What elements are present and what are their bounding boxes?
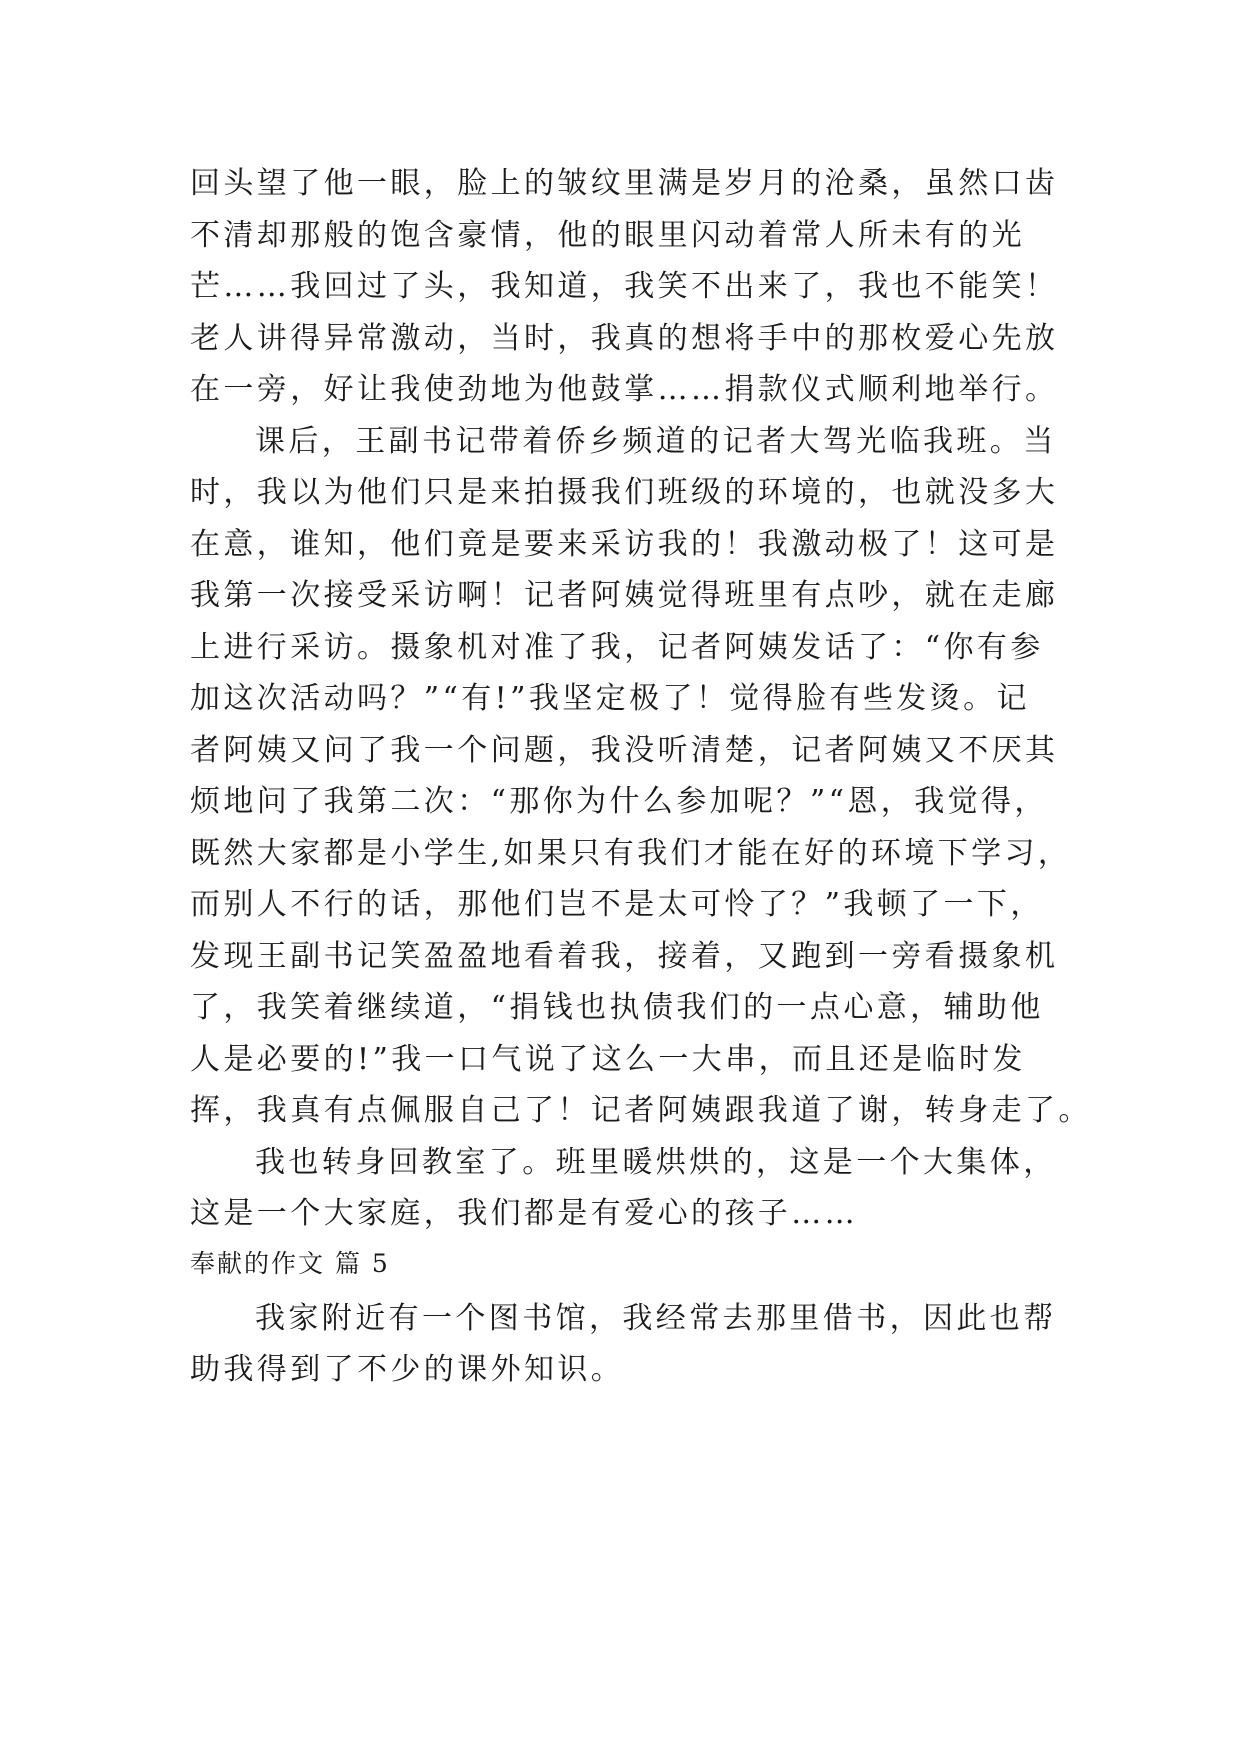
paragraph-1 [190,158,1059,416]
text-line: 在一旁，好让我使劲地为他鼓掌……捐款仪式顺利地举行。 [190,372,1059,407]
text-line: 我第一次接受采访啊！记者阿姨觉得班里有点吵，就在走廊 [190,578,1059,613]
paragraph-3 [190,1137,1057,1240]
text-line: 回头望了他一眼，脸上的皱纹里满是岁月的沧桑，虽然口齿 [190,166,1059,201]
section-heading: 奉献的作文 篇 5 [190,1248,390,1278]
text-line: 者阿姨又问了我一个问题，我没听清楚，记者阿姨又不厌其 [190,732,1059,768]
text-line: 了，我笑着继续道，“捐钱也执债我们的一点心意，辅助他 [190,990,1044,1025]
text-line: 加这次活动吗？”“有!”我坚定极了！觉得脸有些发烫。记 [190,681,1030,716]
text-line: 既然大家都是小学生,如果只有我们才能在好的环境下学习， [190,835,1072,871]
text-line: 芒……我回过了头，我知道，我笑不出来了，我也不能笑！ [190,269,1059,304]
text-line: 烦地问了我第二次：“那你为什么参加呢？”“恩，我觉得， [190,784,1048,819]
text-line: 人是必要的!”我一口气说了这么一大串，而且还是临时发 [190,1041,1026,1077]
text-line: 挥，我真有点佩服自己了！记者阿姨跟我道了谢，转身走了。 [190,1093,1092,1128]
text-line: 上进行采访。摄象机对准了我，记者阿姨发话了：“你有参 [190,629,1044,665]
text-line: 而别人不行的话，那他们岂不是太可怜了？”我顿了一下， [190,887,1044,922]
text-line: 时，我以为他们只是来拍摄我们班级的环境的，也就没多大 [190,475,1059,510]
text-line: 这是一个大家庭，我们都是有爱心的孩子…… [190,1196,858,1231]
text-line: 助我得到了不少的课外知识。 [190,1352,625,1387]
text-line: 我也转身回教室了。班里暖烘烘的，这是一个大集体， [255,1144,1057,1180]
text-line: 不清却那般的饱含豪情，他的眼里闪动着常人所未有的光 [190,217,1025,253]
text-line: 我家附近有一个图书馆，我经常去那里借书，因此也帮 [255,1300,1057,1336]
document-page [190,158,1092,1396]
text-line: 在意，谁知，他们竟是要来采访我的！我激动极了！这可是 [190,526,1059,562]
text-line: 老人讲得异常激动，当时，我真的想将手中的那枚爱心先放 [190,320,1059,356]
text-line: 发现王副书记笑盈盈地看着我，接着，又跑到一旁看摄象机 [190,938,1059,974]
paragraph-4 [190,1293,1057,1396]
text-line: 课后，王副书记带着侨乡频道的记者大驾光临我班。当 [255,423,1057,459]
paragraph-2 [190,416,1092,1137]
